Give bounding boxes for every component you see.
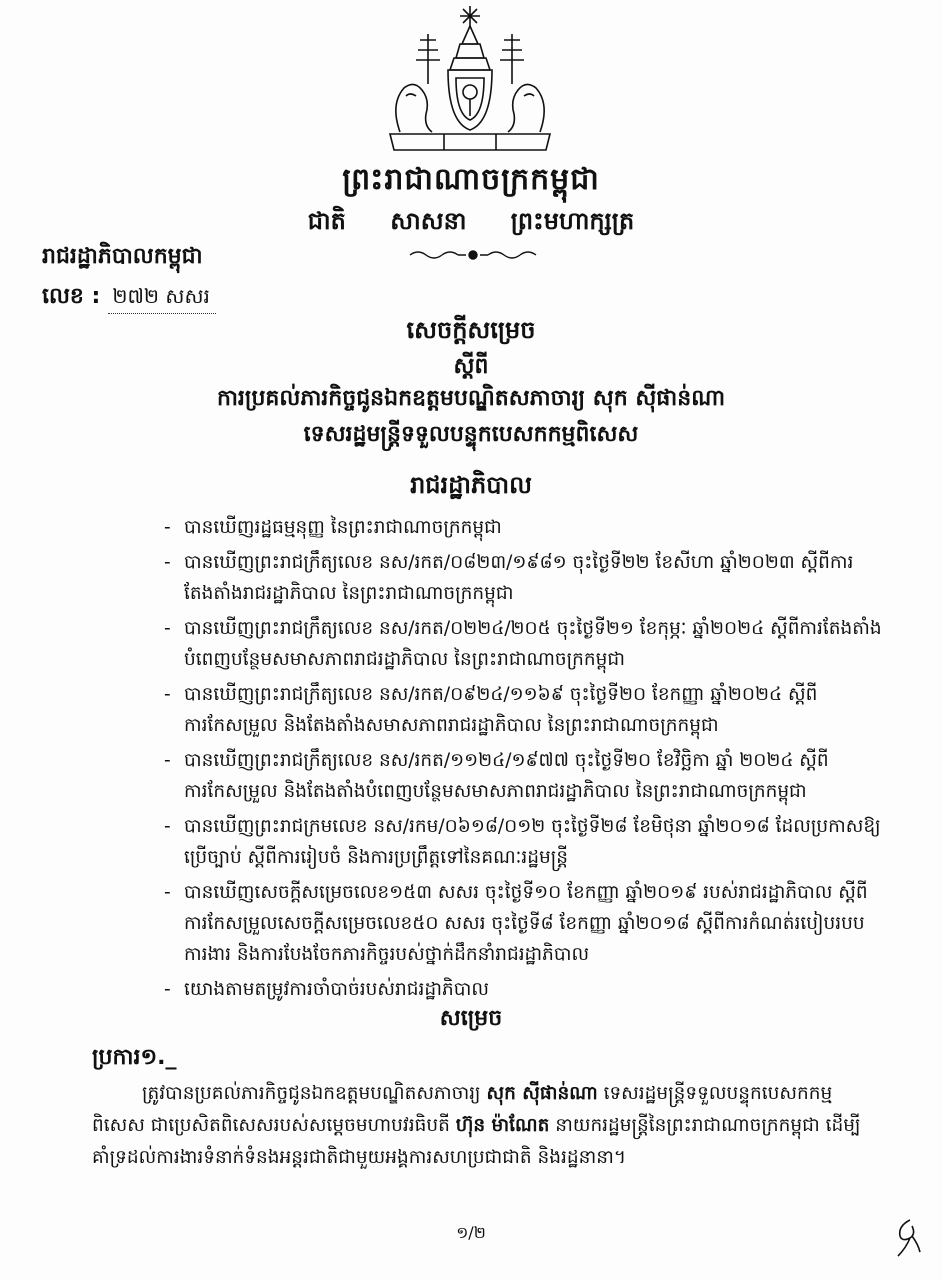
number-label: លេខ : bbox=[42, 284, 101, 309]
article-text-part2: ទេសរដ្ឋមន្ត្រីទទួលបន្ទុកបេសកកម្មពិសេស ជាប្រេសិតពិសេសរបស់សម្ដេចមហាបវរធិបតី bbox=[92, 1083, 833, 1136]
handwritten-initial-icon bbox=[890, 1216, 924, 1260]
kingdom-title: ព្រះរាជាណាចក្រកម្ពុជា bbox=[342, 162, 600, 197]
article-text-part1: ត្រូវបានប្រគល់ភារកិច្ចជូនឯកឧត្តមបណ្ឌិតសភាចារ្យ bbox=[142, 1083, 487, 1104]
list-item: - បានឃើញព្រះរាជក្រមលេខ នស/រកម/០៦១៨/០១២ ចុះថ្ងៃទី២៨ ខែមិថុនា ឆ្នាំ២០១៨ ដែលប្រកាសឱ្យប្រើច្បាប់ ស្ដីពីការរៀបចំ និងការប្រព្រឹត្តទៅនៃគណៈរដ្ឋមន្ត្រី bbox=[164, 811, 884, 873]
article-title: ប្រការ១._ bbox=[92, 1045, 177, 1070]
royal-emblem-icon bbox=[370, 4, 570, 154]
motto-king: ព្រះមហាក្សត្រ bbox=[510, 207, 635, 235]
national-motto bbox=[0, 206, 942, 241]
list-item: - យោងតាមតម្រូវការចាំបាច់របស់រាជរដ្ឋាភិបាល bbox=[164, 974, 884, 1005]
list-item: - បានឃើញព្រះរាជក្រឹត្យលេខ នស/រកត/១១២៤/១៩៧៧ ចុះថ្ងៃទី២០ ខែវិច្ឆិកា ឆ្នាំ ២០២៤ ស្ដីពីការកែសម្រួល និងតែងតាំងបំពេញបន្ថែមសមាសភាពរាជរដ្ឋាភិបាល នៃព្រះរាជាណាចក្រកម្ពុជា bbox=[164, 745, 884, 807]
ornament-divider-icon bbox=[408, 245, 538, 265]
list-item: - បានឃើញព្រះរាជក្រឹត្យលេខ នស/រកត/០៩២៤/១១៦៩ ចុះថ្ងៃទី២០ ខែកញ្ញា ឆ្នាំ២០២៤ ស្ដីពីការកែសម្រួល និងតែងតាំងសមាសភាពរាជរដ្ឋាភិបាល នៃព្រះរាជាណាចក្រកម្ពុជា bbox=[164, 679, 884, 741]
list-item: - បានឃើញព្រះរាជក្រឹត្យលេខ នស/រកត/០៨២៣/១៩៨១ ចុះថ្ងៃទី២២ ខែសីហា ឆ្នាំ២០២៣ ស្ដីពីការតែងតាំងរាជរដ្ឋាភិបាល នៃព្រះរាជាណាចក្រកម្ពុជា bbox=[164, 547, 884, 609]
official-name: សុក ស៊ីផាន់ណា bbox=[486, 1083, 598, 1104]
motto-nation: ជាតិ bbox=[307, 207, 346, 235]
article-text-part3: នាយករដ្ឋមន្ត្រីនៃព្រះរាជាណាចក្រកម្ពុជា ដើម្បីគាំទ្រដល់ការងារទំនាក់ទំនងអន្តរជាតិជាមួយអង្គការសហប្រជាជាតិ និងរដ្ឋនានា។ bbox=[92, 1115, 861, 1168]
subject-line-2: ទេសរដ្ឋមន្ត្រីទទួលបន្ទុកបេសកកម្មពិសេស bbox=[303, 422, 639, 447]
prime-minister-name: ហ៊ុន ម៉ាណែត bbox=[455, 1115, 550, 1136]
document-number bbox=[42, 282, 216, 314]
list-item: - បានឃើញព្រះរាជក្រឹត្យលេខ នស/រកត/០២២៤/២០៥ ចុះថ្ងៃទី២១ ខែកុម្ភៈ ឆ្នាំ២០២៤ ស្ដីពីការតែងតាំងបំពេញបន្ថែមសមាសភាពរាជរដ្ឋាភិបាល នៃព្រះរាជាណាចក្រកម្ពុជា bbox=[164, 613, 884, 675]
list-item: - បានឃើញសេចក្ដីសម្រេចលេខ១៥៣ សសរ ចុះថ្ងៃទី១០ ខែកញ្ញា ឆ្នាំ២០១៩ របស់រាជរដ្ឋាភិបាល ស្ដីពីការកែសម្រួលសេចក្ដីសម្រេចលេខ៥០ សសរ ចុះថ្ងៃទី៨ ខែកញ្ញា ឆ្នាំ២០១៨ ស្ដីពីការកំណត់របៀបរបបការងារ និងការបែងចែកភារកិច្ចរបស់ថ្នាក់ដឹកនាំរាជរដ្ឋាភិបាល bbox=[164, 877, 884, 970]
issuing-authority: រាជរដ្ឋាភិបាលកម្ពុជា bbox=[42, 244, 203, 269]
page-number: ១/២ bbox=[456, 1223, 486, 1242]
motto-religion: សាសនា bbox=[390, 207, 467, 235]
about-label: ស្ដីពី bbox=[453, 354, 489, 379]
subject-line-1: ការប្រគល់ភារកិច្ចជូនឯកឧត្តមបណ្ឌិតសភាចារ្យ សុក ស៊ីផាន់ណា bbox=[216, 386, 726, 411]
considerations-list bbox=[164, 512, 884, 1009]
decision-heading: សម្រេច bbox=[439, 1006, 503, 1031]
document-type: សេចក្ដីសម្រេច bbox=[406, 316, 536, 344]
list-item: - បានឃើញរដ្ឋធម្មនុញ្ញ នៃព្រះរាជាណាចក្រកម្ពុជា bbox=[164, 512, 884, 543]
government-heading: រាជរដ្ឋាភិបាល bbox=[410, 471, 532, 499]
article-body bbox=[92, 1078, 884, 1174]
number-value: ២៧២ សសរ bbox=[108, 283, 215, 314]
